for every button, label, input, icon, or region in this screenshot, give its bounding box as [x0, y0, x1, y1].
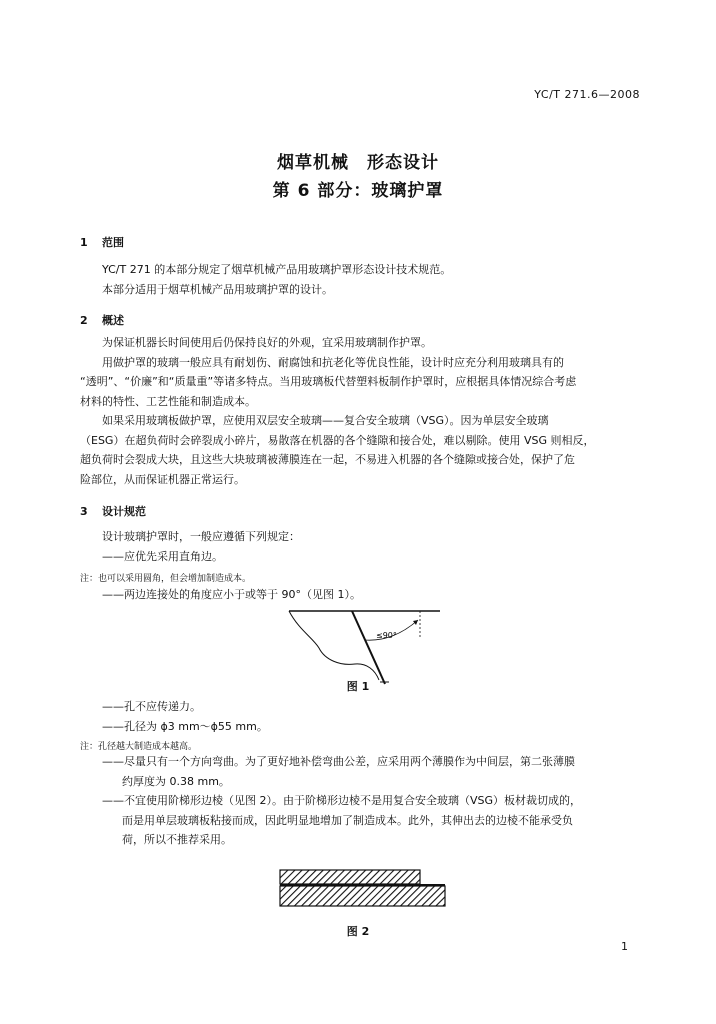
section-2-heading	[80, 312, 124, 328]
note-2: 注：孔径越大制造成本越高。	[80, 742, 198, 752]
paragraph-line: 用做护罩的玻璃一般应具有耐划伤、耐腐蚀和抗老化等优良性能，设计时应充分利用玻璃具有的	[102, 355, 564, 369]
paragraph-line: 险部位，从而保证机器正常运行。	[80, 472, 245, 486]
paragraph-line: 如果采用玻璃板做护罩，应使用双层安全玻璃——复合安全玻璃（VSG）。因为单层安全玻璃	[102, 414, 549, 427]
list-item: ——孔不应传递力。	[102, 700, 201, 713]
figure-1-caption: 图 1	[346, 680, 370, 693]
paragraph: 为保证机器长时间使用后仍保持良好的外观，宜采用玻璃制作护罩。	[102, 336, 432, 349]
figure-1-slant-edge	[352, 611, 385, 684]
section-number: 1	[80, 236, 88, 249]
section-number: 3	[80, 505, 88, 518]
page-number: 1	[621, 940, 628, 953]
note-1: 注：也可以采用圆角，但会增加制造成本。	[80, 574, 252, 584]
section-3-intro	[80, 527, 640, 566]
section-number: 2	[80, 314, 88, 327]
paragraph-line: 超负荷时会裂成大块，且这些大块玻璃被薄膜连在一起，不易进入机器的各个缝隙或接合处，保护了危	[80, 453, 575, 466]
title-line-2: 第 6 部分：玻璃护罩	[272, 181, 444, 201]
title-line-1: 烟草机械 形态设计	[277, 153, 439, 173]
list-item: ——尽量只有一个方向弯曲。为了更好地补偿弯曲公差，应采用两个薄膜作为中间层，第二张薄膜	[102, 755, 575, 768]
section-3-list-more	[80, 752, 640, 850]
figure-2-diagram	[270, 866, 460, 916]
figure-1-arrowhead	[413, 620, 418, 625]
figure-2-lower-pane	[280, 886, 445, 906]
list-item: ——应优先采用直角边。	[102, 549, 223, 563]
section-2-body	[80, 333, 640, 489]
paragraph-line: “透明”、“价廉”和“质量重”等诸多特点。当用玻璃板代替塑料板制作护罩时，应根据具体情况综合考虑	[80, 375, 577, 388]
list-item: ——不宜使用阶梯形边棱（见图 2）。由于阶梯形边棱不是用复合安全玻璃（VSG）板材裁切成的，	[102, 794, 582, 807]
section-1-heading	[80, 234, 124, 250]
section-title: 设计规范	[102, 505, 146, 518]
section-1-body	[80, 260, 640, 299]
figure-1-break-line	[289, 611, 379, 680]
figure-1-diagram	[285, 608, 445, 688]
section-title: 范围	[102, 236, 124, 249]
standard-code: YC/T 271.6—2008	[534, 88, 640, 101]
list-item-continuation: 约厚度为 0.38 mm。	[122, 774, 230, 788]
paragraph: 设计玻璃护罩时，一般应遵循下列规定：	[102, 530, 300, 543]
list-item-continuation: 而是用单层玻璃板粘接而成，因此明显地增加了制造成本。此外，其伸出去的边棱不能承受负	[122, 813, 573, 827]
paragraph: YC/T 271 的本部分规定了烟草机械产品用玻璃护罩形态设计技术规范。	[102, 263, 452, 276]
list-item-continuation: 荷，所以不推荐采用。	[122, 833, 232, 846]
paragraph-line: 材料的特性、工艺性能和制造成本。	[80, 394, 256, 408]
list-item: ——孔径为 ϕ3 mm～ϕ55 mm。	[102, 719, 268, 733]
section-3-list-continued	[80, 697, 640, 736]
figure-2-caption: 图 2	[346, 925, 370, 938]
list-item	[80, 585, 640, 605]
figure-2-upper-pane	[280, 870, 420, 884]
figure-1-angle-label: ≤90°	[376, 631, 397, 640]
list-item-text: ——两边连接处的角度应小于或等于 90°（见图 1）。	[102, 588, 361, 601]
paragraph-line: （ESG）在超负荷时会碎裂成小碎片，易散落在机器的各个缝隙和接合处，难以剔除。使用 VSG 则相反，	[80, 433, 595, 447]
section-3-heading	[80, 503, 146, 519]
paragraph: 本部分适用于烟草机械产品用玻璃护罩的设计。	[102, 282, 333, 296]
section-title: 概述	[102, 314, 124, 327]
